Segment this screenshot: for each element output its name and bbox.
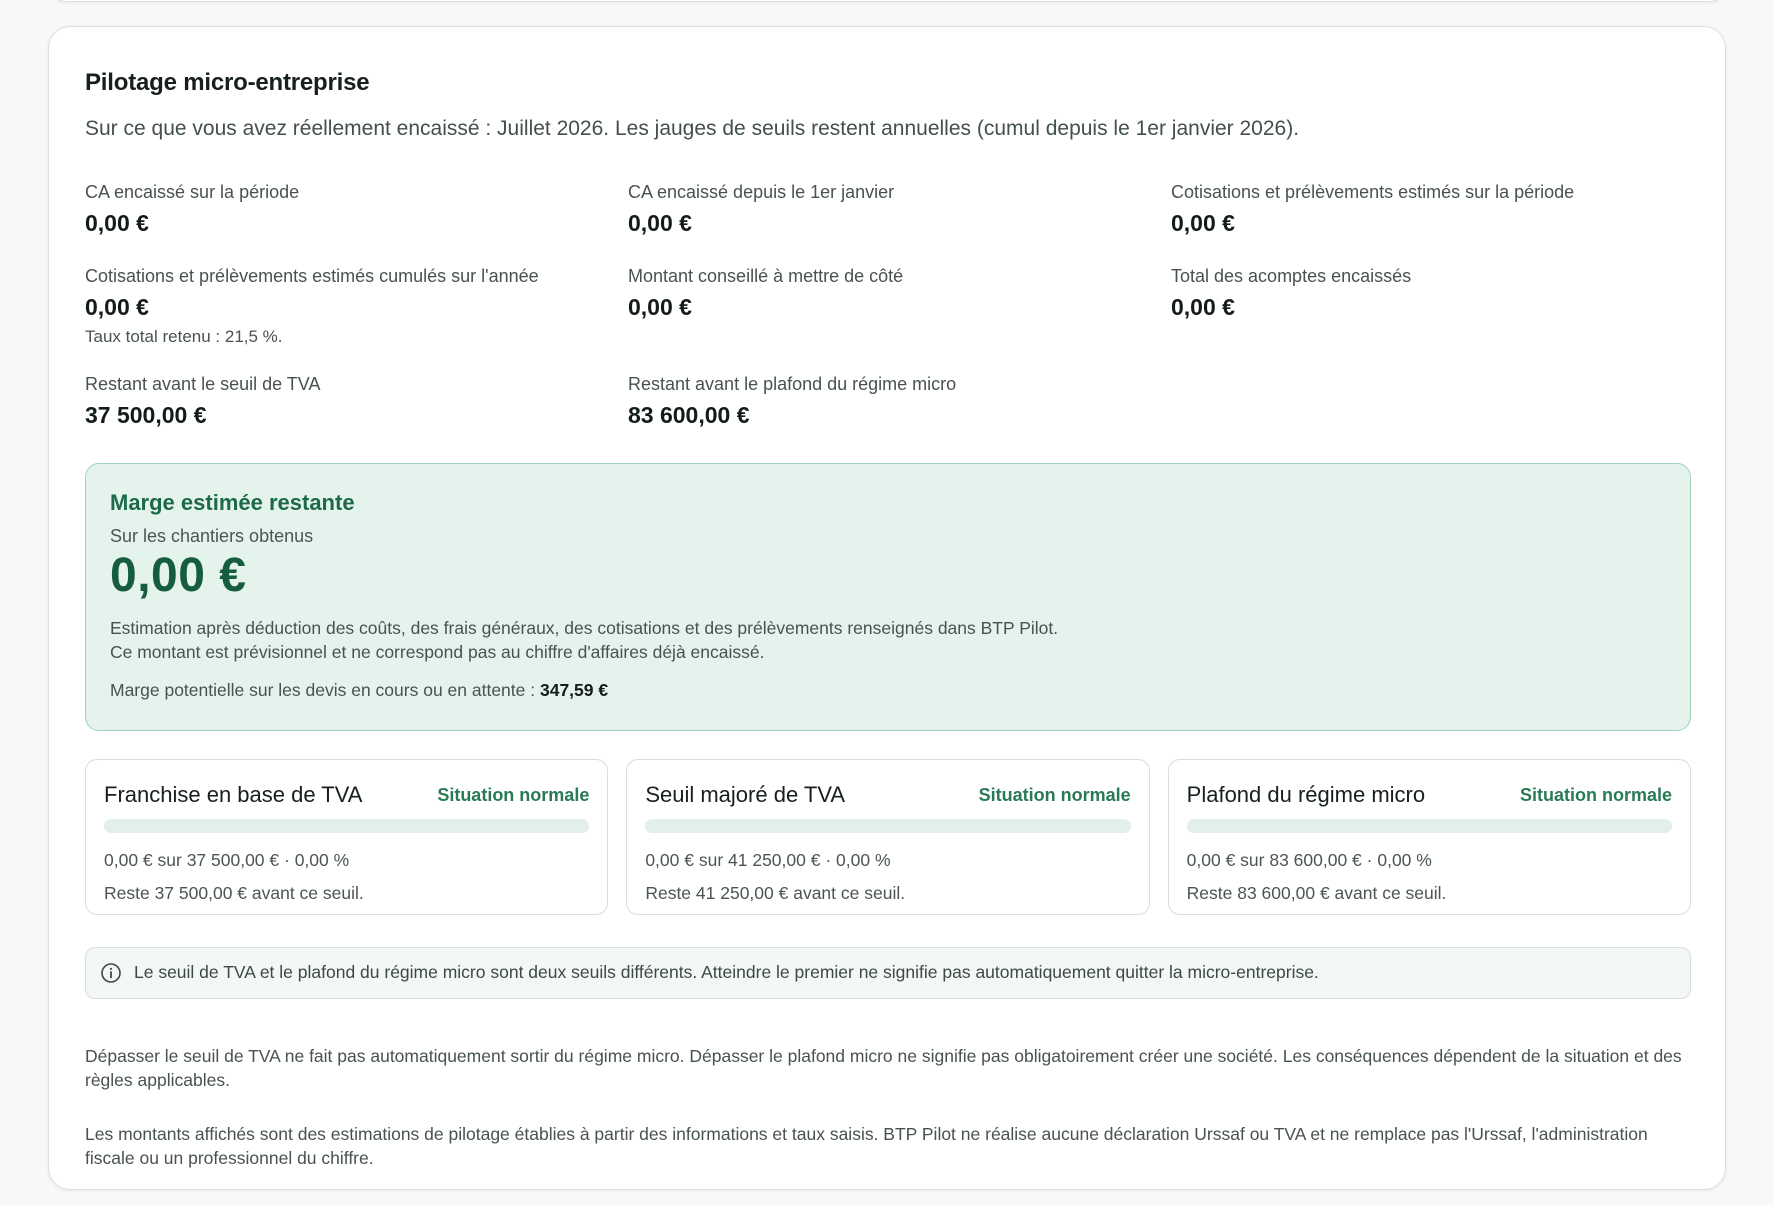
section-subtitle: Sur ce que vous avez réellement encaissé : Juillet 2026. Les jauges de seuils restent annuelles (cumul depuis le 1er janvier 2026). (85, 117, 1300, 140)
metric-value: 0,00 € (628, 294, 692, 320)
metric-label: CA encaissé depuis le 1er janvier (628, 182, 895, 202)
status-badge: Situation normale (978, 785, 1131, 805)
gauge-remaining: Reste 37 500,00 € avant ce seuil. (104, 883, 364, 903)
margin-description-line: Estimation après déduction des coûts, des frais généraux, des cotisations et des prélèvements renseignés dans BTP Pilot. (110, 618, 1059, 638)
margin-subtitle: Sur les chantiers obtenus (110, 526, 314, 546)
margin-description (110, 616, 1058, 664)
progress-track (104, 819, 589, 833)
metric-label: Montant conseillé à mettre de côté (628, 266, 904, 286)
metric-value: 83 600,00 € (628, 402, 750, 428)
disclaimer-paragraph: Les montants affichés sont des estimations de pilotage établies à partir des informations et taux saisis. BTP Pilot ne réalise aucune déclaration Urssaf ou TVA et ne remplace pas l'Urssaf, l'administration fiscale ou un professionnel du chiffre. (85, 1124, 1648, 1168)
metric-reste-plafond (628, 373, 1171, 457)
metric-cotisations-periode (1171, 181, 1705, 265)
metrics-grid (85, 181, 1705, 457)
gauge-remaining: Reste 41 250,00 € avant ce seuil. (645, 883, 906, 903)
threshold-gauges (85, 759, 1691, 915)
margin-estimate-panel (85, 463, 1691, 731)
metric-value: 0,00 € (628, 210, 692, 236)
gauge-franchise-tva (85, 759, 608, 915)
metric-cotisations-annee (85, 265, 628, 373)
margin-value: 0,00 € (110, 549, 247, 602)
section-title: Pilotage micro-entreprise (85, 69, 370, 96)
previous-card-edge (48, 0, 1728, 2)
metric-label: Cotisations et prélèvements estimés sur la période (1171, 182, 1575, 202)
metric-value: 0,00 € (85, 210, 149, 236)
metric-value: 37 500,00 € (85, 402, 207, 428)
gauge-title: Plafond du régime micro (1186, 782, 1426, 807)
gauge-remaining: Reste 83 600,00 € avant ce seuil. (1186, 883, 1447, 903)
metric-reste-tva (85, 373, 628, 457)
gauge-amount: 0,00 € sur 37 500,00 € · 0,00 % (104, 850, 350, 870)
metric-value: 0,00 € (85, 294, 149, 320)
metric-acomptes (1171, 265, 1705, 373)
margin-description-line: Ce montant est prévisionnel et ne correspond pas au chiffre d'affaires déjà encaissé. (110, 642, 765, 662)
gauge-plafond-micro (1168, 759, 1691, 915)
gauge-title: Seuil majoré de TVA (645, 782, 846, 807)
gauge-seuil-majore-tva (626, 759, 1149, 915)
metric-montant-cote (628, 265, 1171, 373)
info-icon (100, 962, 122, 984)
gauge-amount: 0,00 € sur 83 600,00 € · 0,00 % (1186, 850, 1432, 870)
metric-label: Cotisations et prélèvements estimés cumulés sur l'année (85, 266, 539, 286)
metric-ca-annee (628, 181, 1171, 265)
margin-potential-value: 347,59 € (539, 680, 609, 700)
metric-label: Restant avant le seuil de TVA (85, 374, 321, 394)
metric-value: 0,00 € (1171, 210, 1235, 236)
progress-track (1187, 819, 1672, 833)
margin-potential-label: Marge potentielle sur les devis en cours ou en attente : (110, 680, 540, 700)
gauge-title: Franchise en base de TVA (104, 782, 363, 807)
metric-label: CA encaissé sur la période (85, 182, 300, 202)
info-banner (85, 947, 1691, 999)
margin-potential (110, 680, 608, 701)
metric-value: 0,00 € (1171, 294, 1235, 320)
status-badge: Situation normale (1519, 785, 1672, 805)
progress-track (645, 819, 1130, 833)
metric-ca-periode (85, 181, 628, 265)
metric-note: Taux total retenu : 21,5 %. (85, 327, 283, 346)
disclaimer-paragraph: Dépasser le seuil de TVA ne fait pas automatiquement sortir du régime micro. Dépasser le plafond micro ne signifie pas obligatoirement créer une société. Les conséquences dépendent de la situation et des règles applicables. (85, 1046, 1682, 1090)
micro-entreprise-card (48, 26, 1726, 1190)
metric-label: Total des acomptes encaissés (1171, 266, 1412, 286)
metric-label: Restant avant le plafond du régime micro (628, 374, 957, 394)
margin-title: Marge estimée restante (110, 490, 355, 515)
status-badge: Situation normale (437, 785, 590, 805)
gauge-amount: 0,00 € sur 41 250,00 € · 0,00 % (645, 850, 891, 870)
info-text: Le seuil de TVA et le plafond du régime micro sont deux seuils différents. Atteindre le premier ne signifie pas automatiquement quitter la micro-entreprise. (134, 962, 1319, 982)
